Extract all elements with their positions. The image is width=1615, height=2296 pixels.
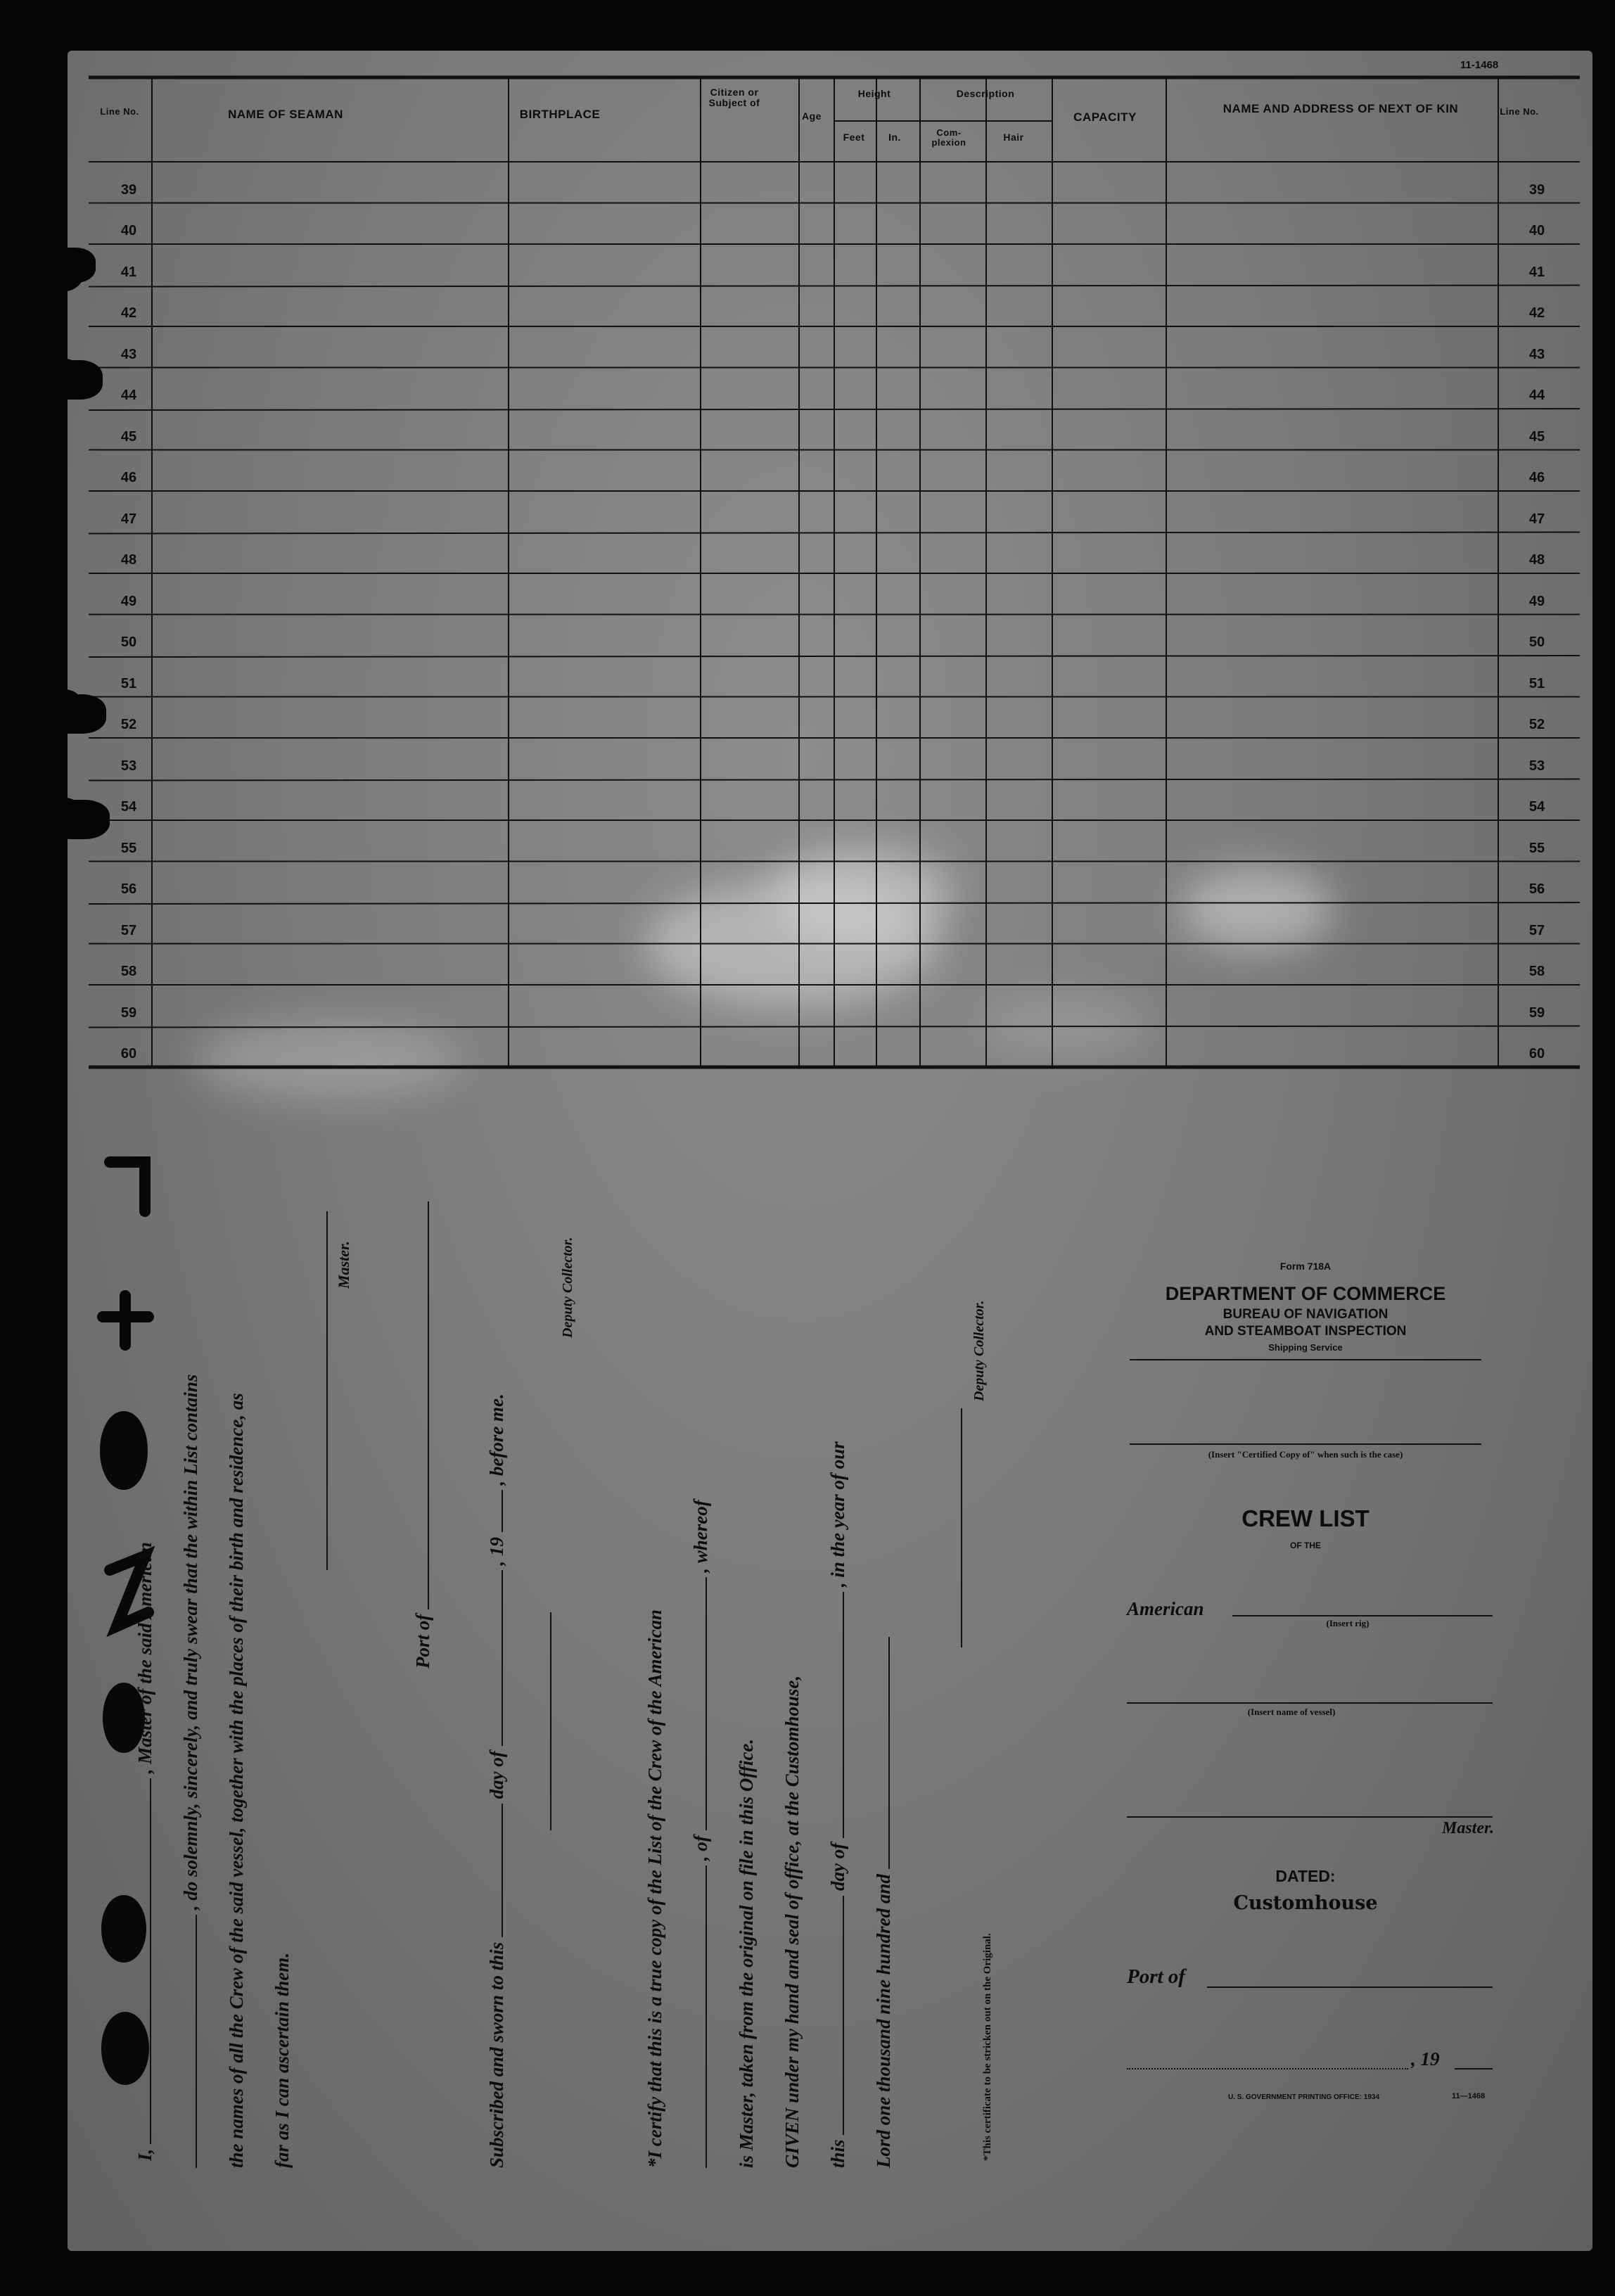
cover-separator	[1130, 1359, 1481, 1360]
subscribed-label: Subscribed and sworn to this	[486, 1941, 507, 2168]
punch-hole	[45, 689, 84, 729]
certificate-lord-label: Lord one thousand nine hundred and	[873, 1874, 894, 2168]
header-age: Age	[802, 110, 822, 122]
table-grid	[68, 51, 1592, 1092]
header-name-of-seaman: NAME OF SEAMAN	[228, 108, 343, 121]
row-number-left: 40	[120, 223, 137, 238]
cover-customhouse-label: Customhouse	[1233, 1892, 1378, 1914]
crew-list-sheet	[68, 51, 1592, 2251]
oath-line-2	[180, 1375, 202, 2168]
row-number-left: 50	[120, 634, 137, 650]
port-of-label: Port of	[412, 1614, 433, 1669]
certificate-line-4: GIVEN under my hand and seal of office, at the Customhouse,	[781, 1675, 803, 2168]
certificate-line-2	[690, 1500, 712, 2168]
oath-i-label: I,	[134, 2148, 155, 2161]
subscribed-day-blank[interactable]	[502, 1804, 503, 1937]
row-number-left: 59	[120, 1005, 137, 1021]
grid-line	[89, 903, 1580, 904]
certificate-whereof-label: , whereof	[690, 1500, 711, 1573]
certificate-line-1: *I certify that this is a true copy of the List of the Crew of the American	[644, 1609, 665, 2168]
row-number-right: 60	[1528, 1046, 1545, 1061]
grid-line	[89, 286, 1580, 287]
cover-shipping-service: Shipping Service	[1268, 1342, 1343, 1353]
row-number-right: 56	[1528, 881, 1545, 897]
deputy-signature-line[interactable]	[550, 1612, 551, 1830]
cover-date-blank[interactable]	[1127, 2068, 1408, 2069]
header-hair: Hair	[1003, 132, 1024, 143]
row-number-right: 51	[1528, 675, 1545, 691]
certificate-line-6	[873, 1637, 895, 2168]
cover-master-label: Master.	[1442, 1819, 1495, 1837]
certificate-day-of-label: day of	[827, 1842, 848, 1891]
port-of-line	[412, 1201, 434, 1669]
row-number-left: 56	[120, 881, 137, 897]
certificate-line-5	[827, 1441, 849, 2168]
cover-port-of-label: Port of	[1127, 1965, 1185, 1988]
header-citizen: Citizen or Subject of	[708, 87, 760, 108]
cover-dated-label: DATED:	[1275, 1867, 1336, 1885]
header-line-no-right: Line No.	[1500, 106, 1539, 117]
certificate-day-blank[interactable]	[843, 1896, 844, 2135]
row-number-left: 60	[120, 1046, 137, 1061]
cover-certified-copy-blank[interactable]	[1130, 1443, 1481, 1445]
row-number-right: 42	[1528, 305, 1545, 321]
cover-insert-rig-label: (Insert rig)	[1326, 1618, 1370, 1628]
row-number-left: 49	[120, 593, 137, 609]
cover-bureau-line-1: BUREAU OF NAVIGATION	[1223, 1307, 1389, 1322]
cover-title: CREW LIST	[1241, 1505, 1370, 1531]
cover-form-code: 11—1468	[1452, 2092, 1486, 2100]
row-number-right: 46	[1528, 470, 1545, 485]
certificate-vessel-blank[interactable]	[706, 1866, 707, 2168]
certificate-deputy-signature-line[interactable]	[961, 1408, 962, 1647]
certificate-year-of-our-label: , in the year of our	[827, 1441, 848, 1588]
cover-gpo-imprint: U. S. GOVERNMENT PRINTING OFFICE: 1934	[1228, 2093, 1380, 2101]
cover-year-blank[interactable]	[1455, 2068, 1493, 2069]
subscribed-year-blank[interactable]	[502, 1490, 503, 1532]
cover-department: DEPARTMENT OF COMMERCE	[1165, 1283, 1446, 1304]
row-number-right: 39	[1528, 181, 1545, 198]
row-number-left: 52	[120, 717, 137, 732]
row-number-right: 54	[1528, 799, 1545, 815]
row-number-right: 49	[1528, 593, 1545, 609]
cover-bureau-line-2: AND STEAMBOAT INSPECTION	[1204, 1324, 1407, 1339]
day-of-label: day of	[486, 1751, 507, 1799]
oath-master-of-label: , Master of the said American	[134, 1542, 155, 1774]
vessel-name-blank[interactable]	[196, 1915, 197, 2168]
row-number-left: 42	[120, 305, 137, 321]
certificate-footnote: *This certificate to be stricken out on the Original.	[982, 1933, 993, 2161]
row-number-left: 39	[120, 181, 137, 198]
row-number-right: 40	[1528, 223, 1545, 238]
row-number-left: 55	[120, 840, 137, 856]
row-number-right: 47	[1528, 511, 1545, 527]
row-number-left: 47	[120, 511, 137, 527]
certificate-month-blank[interactable]	[843, 1592, 844, 1838]
cover-master-name-blank[interactable]	[1127, 1816, 1493, 1818]
header-description: Description	[956, 88, 1015, 99]
certificate-line-3: is Master, taken from the original on file in this Office.	[736, 1738, 757, 2168]
header-line-no: Line No.	[100, 106, 139, 117]
form-number-top: 11-1468	[1460, 59, 1499, 71]
grid-line	[89, 1026, 1580, 1028]
row-number-left: 43	[120, 346, 137, 362]
certificate-year-blank[interactable]	[888, 1637, 890, 1869]
row-number-left: 58	[120, 964, 137, 979]
row-number-left: 41	[120, 264, 137, 280]
punch-hole	[45, 252, 84, 291]
master-name-blank[interactable]	[150, 1778, 151, 2144]
row-number-right: 50	[1528, 634, 1545, 650]
row-number-left: 46	[120, 470, 137, 485]
certificate-of-label: , of	[690, 1835, 711, 1861]
cover-rig-blank[interactable]	[1232, 1615, 1493, 1616]
handwritten-marks	[60, 1134, 173, 2119]
header-next-of-kin: NAME AND ADDRESS OF NEXT OF KIN	[1223, 102, 1459, 115]
subscribed-month-blank[interactable]	[502, 1570, 503, 1746]
master-signature-line[interactable]	[326, 1211, 328, 1570]
header-height: Height	[857, 88, 891, 99]
subscribed-line	[486, 1393, 508, 2168]
port-of-blank[interactable]	[428, 1201, 429, 1609]
cover-insert-certified-label: (Insert "Certified Copy of" when such is the case)	[1208, 1449, 1403, 1460]
header-feet: Feet	[843, 132, 865, 143]
header-inches: In.	[888, 132, 901, 143]
cover-of-the: OF THE	[1290, 1541, 1321, 1550]
row-number-right: 57	[1528, 922, 1545, 938]
punch-hole	[45, 798, 84, 837]
row-number-right: 41	[1528, 264, 1545, 280]
grid-line	[89, 779, 1580, 781]
cover-year-19-label: , 19	[1411, 2048, 1440, 2069]
row-number-right: 48	[1528, 552, 1545, 568]
grid-line	[89, 409, 1580, 410]
row-number-right: 45	[1528, 428, 1545, 445]
cover-vessel-name-blank[interactable]	[1127, 1702, 1493, 1704]
grid-line	[89, 532, 1580, 534]
row-number-left: 44	[120, 388, 137, 403]
cover-form-number: Form 718A	[1279, 1261, 1332, 1272]
row-number-left: 51	[120, 675, 137, 691]
row-number-right: 58	[1528, 964, 1545, 979]
cover-american-label: American	[1127, 1598, 1204, 1619]
row-number-right: 53	[1528, 758, 1545, 774]
certificate-this-label: this	[827, 2139, 848, 2168]
row-number-left: 48	[120, 552, 137, 568]
before-me-label: , before me.	[486, 1393, 507, 1486]
cover-insert-vessel-label: (Insert name of vessel)	[1247, 1707, 1336, 1717]
certificate-deputy-collector-label: Deputy Collector.	[971, 1300, 987, 1401]
oath-line-3: the names of all the Crew of the said vessel, together with the places of their birth and residence, as	[226, 1393, 247, 2168]
header-birthplace: BIRTHPLACE	[519, 108, 601, 121]
year-19-label: , 19	[486, 1537, 507, 1566]
row-number-left: 53	[120, 758, 137, 774]
master-signature-label: Master.	[335, 1241, 352, 1289]
row-number-right: 43	[1528, 346, 1545, 362]
cover-port-blank[interactable]	[1207, 1986, 1493, 1988]
punch-hole	[45, 359, 84, 398]
row-number-right: 44	[1528, 388, 1545, 403]
row-number-left: 45	[120, 428, 137, 445]
row-number-left: 54	[120, 799, 137, 815]
header-complexion: Com-plexion	[931, 127, 966, 148]
grid-line	[89, 656, 1580, 657]
certificate-port-blank[interactable]	[706, 1578, 707, 1831]
oath-line-1	[134, 1542, 156, 2161]
oath-swear-text: , do solemnly, sincerely, and truly swear that the within List contains	[180, 1374, 201, 1911]
row-number-right: 52	[1528, 717, 1545, 732]
row-number-right: 59	[1528, 1005, 1545, 1021]
header-capacity: CAPACITY	[1073, 110, 1137, 124]
row-number-right: 55	[1528, 840, 1545, 856]
oath-deputy-collector-label: Deputy Collector.	[560, 1237, 575, 1338]
oath-line-4: far as I can ascertain them.	[272, 1952, 293, 2168]
row-number-left: 57	[120, 922, 137, 938]
